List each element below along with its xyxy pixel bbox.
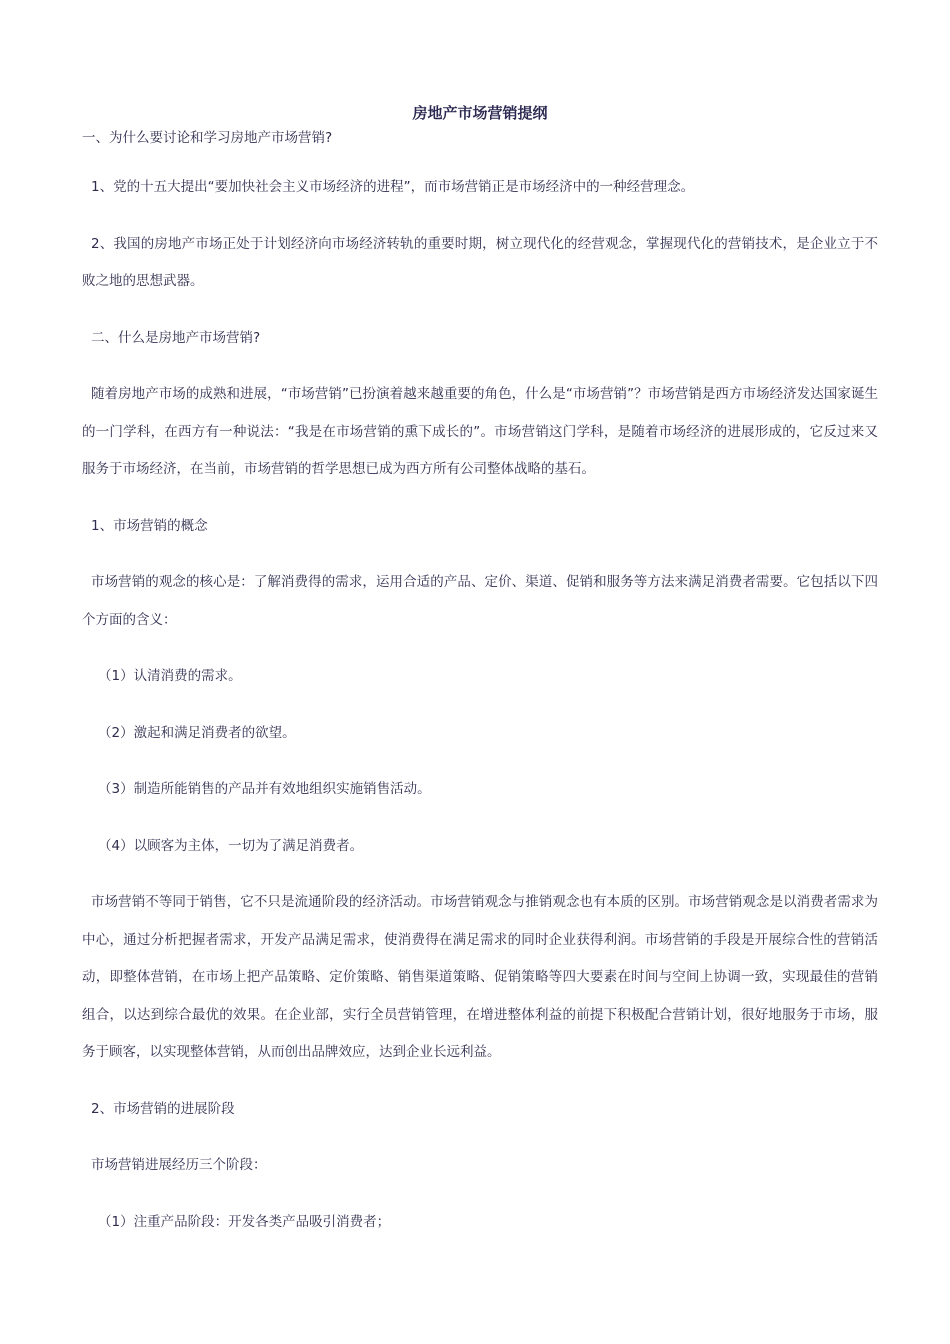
- document-title: 房地产市场营销提纲: [412, 104, 548, 122]
- subsection-heading-1: 1、市场营销的概念: [91, 517, 208, 534]
- section-heading-1: 一、为什么要讨论和学习房地产市场营销?: [82, 130, 333, 146]
- list-item: （1）注重产品阶段：开发各类产品吸引消费者；: [98, 1213, 391, 1230]
- list-item: （4）以顾客为主体，一切为了满足消费者。: [98, 837, 364, 854]
- document-page: [82, 100, 878, 1241]
- list-item: （2）激起和满足消费者的欲望。: [98, 724, 296, 741]
- list-item: （3）制造所能销售的产品并有效地组织实施销售活动。: [98, 781, 431, 797]
- paragraph-4: 市场营销的观念的核心是：了解消费得的需求，运用合适的产品、定价、渠道、促销和服务等方法来满足消费者需要。它包括以下四个方面的含义：: [82, 574, 878, 628]
- paragraph-2: 2、我国的房地产市场正处于计划经济向市场经济转轨的重要时期，树立现代化的经营观念，掌握现代化的营销技术，是企业立于不败之地的思想武器。: [82, 235, 878, 289]
- paragraph-5: 市场营销不等同于销售，它不只是流通阶段的经济活动。市场营销观念与推销观念也有本质的区别。市场营销观念是以消费者需求为中心，通过分析把握者需求，开发产品满足需求，使消费得在满足需求的同时企业获得利润。市场营销的手段是开展综合性的营销活动，即整体营销，在市场上把产品策略、定价策略、销售渠道策略、促销策略等四大要素在时间与空间上协调一致，实现最佳的营销组合，以达到综合最优的效果。在企业部，实行全员营销管理，在增进整体利益的前提下积极配合营销计划，很好地服务于市场，服务于顾客，以实现整体营销，从而创出品牌效应，达到企业长远利益。: [82, 894, 878, 1060]
- section-heading-2: 二、什么是房地产市场营销?: [91, 329, 261, 346]
- paragraph-6: 市场营销进展经历三个阶段：: [91, 1157, 267, 1173]
- list-item: （1）认清消费的需求。: [98, 668, 242, 684]
- subsection-heading-2: 2、市场营销的进展阶段: [91, 1100, 235, 1117]
- paragraph-1: 1、党的十五大提出“要加快社会主义市场经济的进程”，而市场营销正是市场经济中的一种经营理念。: [91, 179, 695, 195]
- paragraph-3: 随着房地产市场的成熟和进展，“市场营销”已扮演着越来越重要的角色，什么是“市场营销”？市场营销是西方市场经济发达国家诞生的一门学科，在西方有一种说法：“我是在市场营销的熏下成长的”。市场营销这门学科，是随着市场经济的进展形成的，它反过来又服务于市场经济，在当前，市场营销的哲学思想已成为西方所有公司整体战略的基石。: [82, 386, 878, 477]
